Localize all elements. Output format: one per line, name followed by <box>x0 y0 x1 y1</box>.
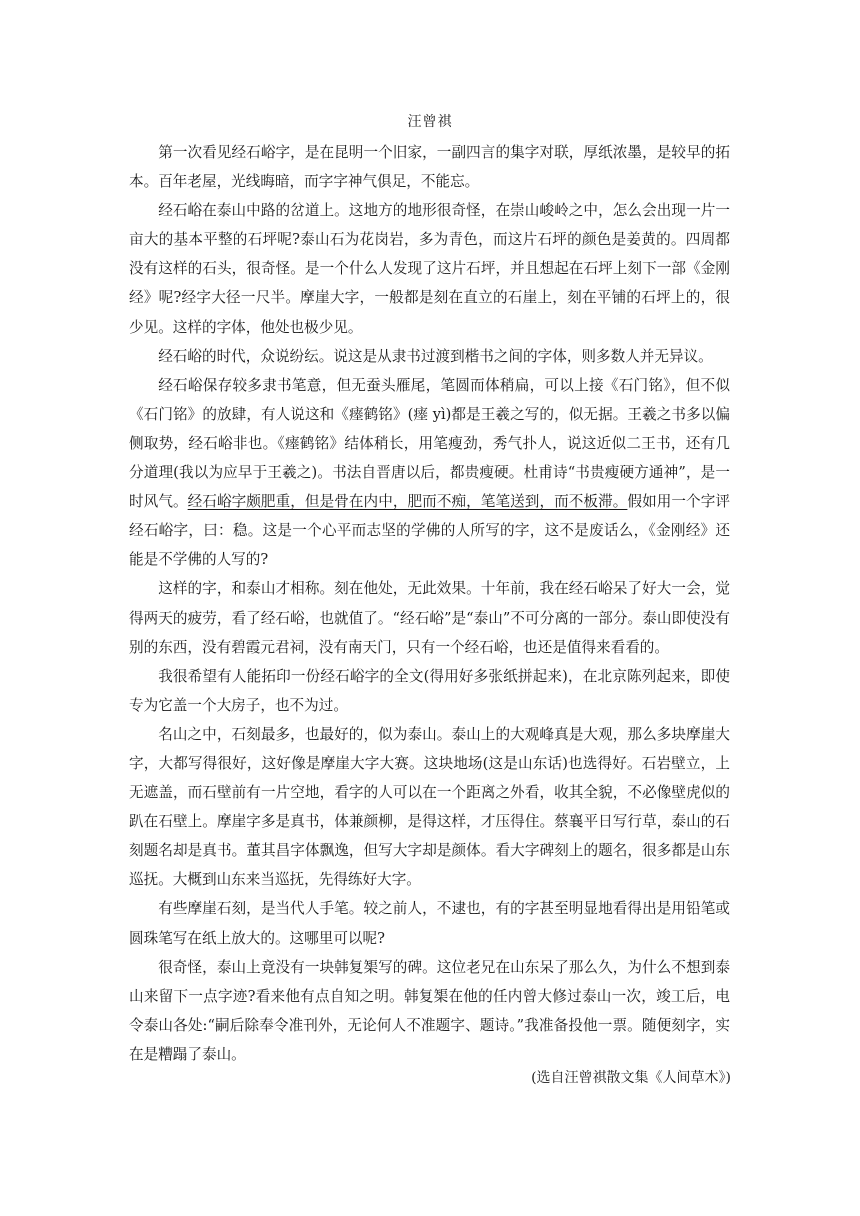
paragraph-4 <box>129 371 730 575</box>
paragraph-1: 第一次看见经石峪字，是在昆明一个旧家，一副四言的集字对联，厚纸浓墨，是较早的拓本。百年老屋，光线晦暗，而字字神气俱足，不能忘。 <box>129 144 730 191</box>
paragraph-3: 经石峪的时代，众说纷纭。说这是从隶书过渡到楷书之间的字体，则多数人并无异议。 <box>158 347 713 365</box>
paragraph-4-text-before: 经石峪保存较多隶书笔意，但无蚕头雁尾，笔圆而体稍扁，可以上接《石门铭》，但不似《石门铭》的放肆，有人说这和《瘗鹤铭》(瘗 yì)都是王羲之写的，似无据。王羲之书多以偏侧取势，经石峪非也。《瘗鹤铭》结体稍长，用笔瘦劲，秀气扑人，说这近似二王书，还有几分道理(我以为应早于王羲之)。书法自晋唐以后，都贵瘦硬。杜甫诗“书贵瘦硬方通神”，是一时风气。 <box>129 376 730 511</box>
paragraph-9: 很奇怪，泰山上竟没有一块韩复榘写的碑。这位老兄在山东呆了那么久，为什么不想到泰山来留下一点字迹?看来他有点自知之明。韩复榘在他的任内曾大修过泰山一次，竣工后，电令泰山各处:“嗣后除奉令准刊外，无论何人不准题字、题诗。”我准备投他一票。随便刻字，实在是糟蹋了泰山。 <box>129 958 730 1063</box>
paragraph-7: 名山之中，石刻最多，也最好的，似为泰山。泰山上的大观峰真是大观，那么多块摩崖大字，大都写得很好，这好像是摩崖大字大赛。这块地场(这是山东话)也选得好。石岩壁立，上无遮盖，而石壁前有一片空地，看字的人可以在一个距离之外看，收其全貌，不必像壁虎似的趴在石壁上。摩崖字多是真书，体兼颜柳，是得这样，才压得住。蔡襄平日写行草，泰山的石刻题名却是真书。董其昌字体飘逸，但写大字却是颜体。看大字碑刻上的题名，很多都是山东巡抚。大概到山东来当巡抚，先得练好大字。 <box>129 725 730 889</box>
paragraph-5: 这样的字，和泰山才相称。刻在他处，无此效果。十年前，我在经石峪呆了好大一会，觉得两天的疲劳，看了经石峪，也就值了。“经石峪”是“泰山”不可分离的一部分。泰山即使没有别的东西，没有碧霞元君祠，没有南天门，只有一个经石峪，也还是值得来看看的。 <box>129 580 730 656</box>
underlined-sentence: 经石峪字颇肥重，但是骨在内中，肥而不痴，笔笔送到，而不板滞。 <box>187 493 628 511</box>
paragraph-2: 经石峪在泰山中路的岔道上。这地方的地形很奇怪，在崇山峻岭之中，怎么会出现一片一亩大的基本平整的石坪呢?泰山石为花岗岩，多为青色，而这片石坪的颜色是姜黄的。四周都没有这样的石头，很奇怪。是一个什么人发现了这片石坪，并且想起在石坪上刻下一部《金刚经》呢?经字大径一尺半。摩崖大字，一般都是刻在直立的石崖上，刻在平铺的石坪上的，很少见。这样的字体，他处也极少见。 <box>129 202 730 336</box>
source-citation: (选自汪曾祺散文集《人间草木》) <box>531 1070 731 1086</box>
author-name: 汪曾祺 <box>407 114 453 130</box>
essay-body <box>129 138 730 1069</box>
paragraph-8: 有些摩崖石刻，是当代人手笔。较之前人，不逮也，有的字甚至明显地看得出是用铅笔或圆珠笔写在纸上放大的。这哪里可以呢? <box>129 900 730 947</box>
paragraph-4-text-after: 假如用一个字评经石峪字，曰：稳。这是一个心平而志坚的学佛的人所写的字，这不是废话么，《金刚经》还能是不学佛的人写的? <box>129 493 730 569</box>
paragraph-6: 我很希望有人能拓印一份经石峪字的全文(得用好多张纸拼起来)，在北京陈列起来，即使专为它盖一个大房子，也不为过。 <box>129 667 730 714</box>
